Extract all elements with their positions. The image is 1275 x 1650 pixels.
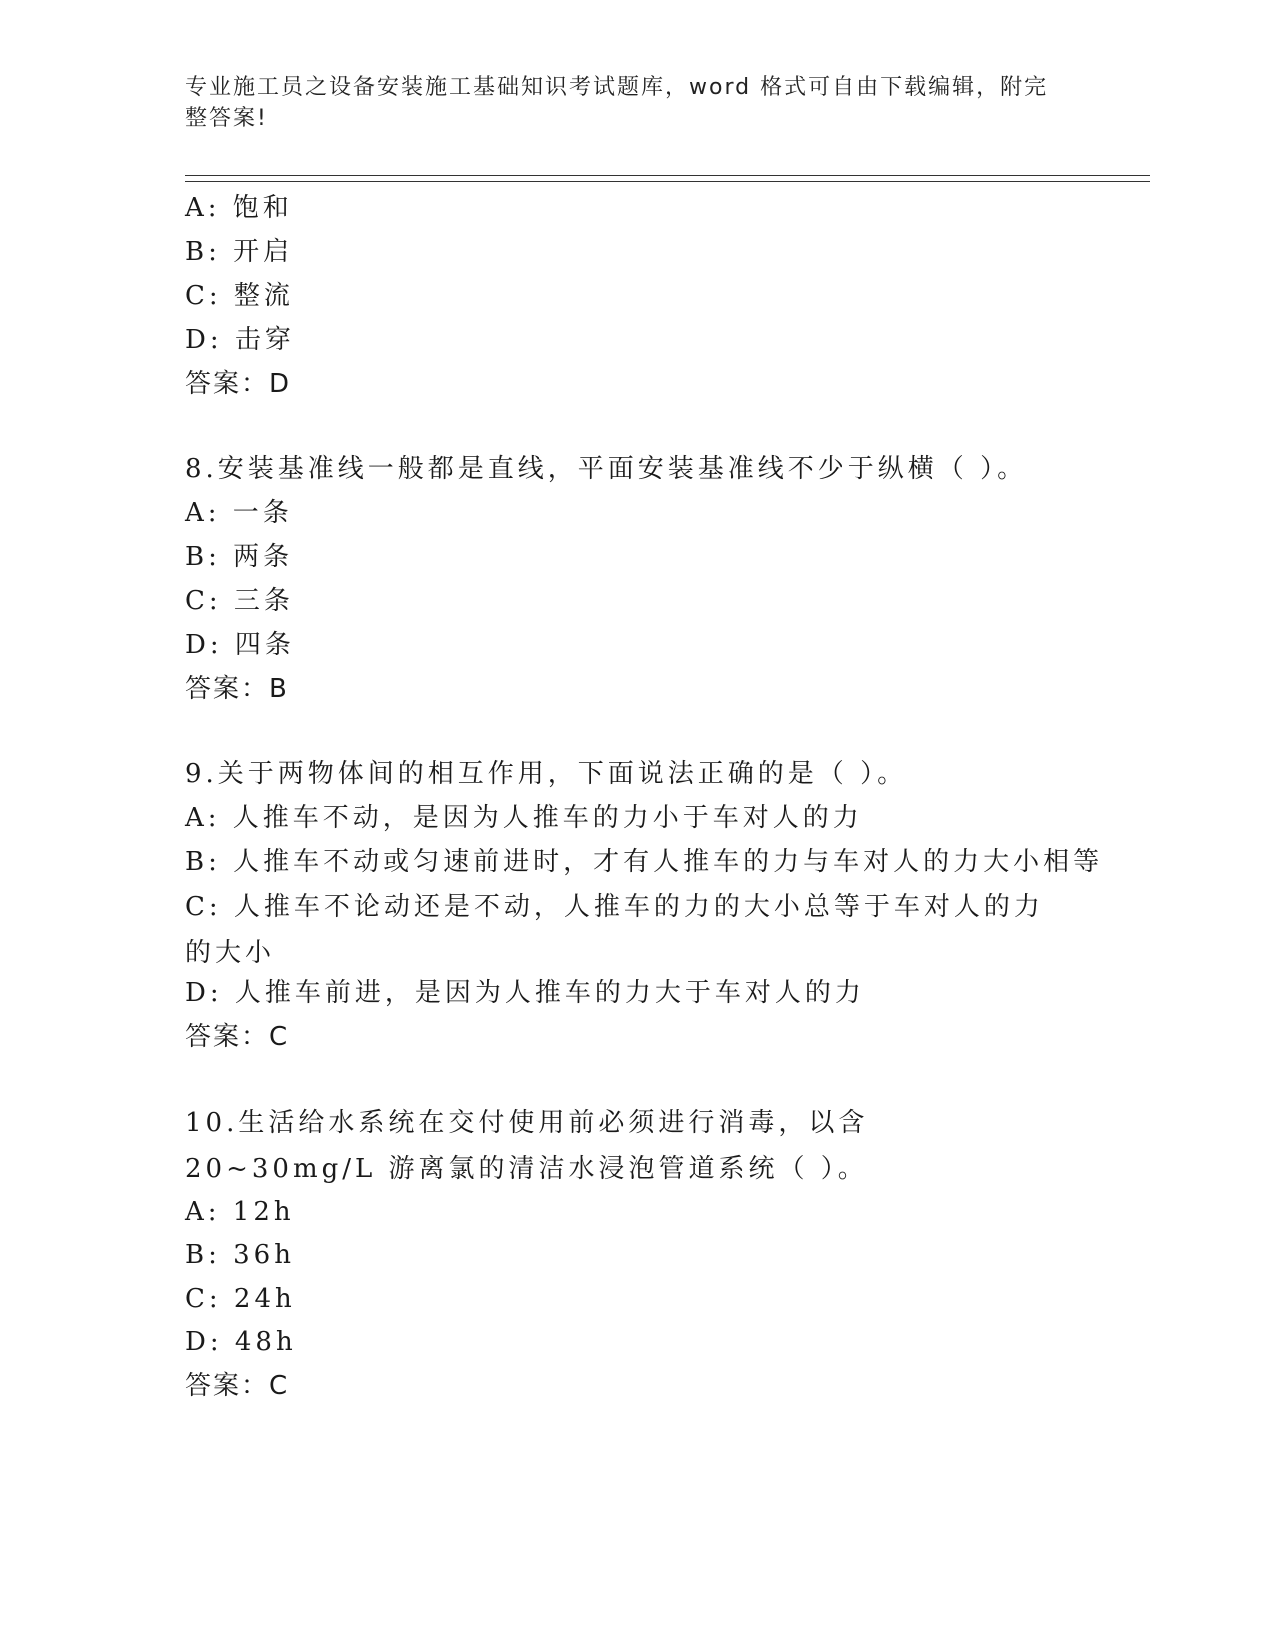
q7-answer: 答案：D bbox=[185, 369, 292, 399]
q8-option-c: C: 三条 bbox=[185, 586, 294, 616]
q7-option-b: B: 开启 bbox=[185, 237, 294, 267]
q10-option-a: A: 12h bbox=[185, 1197, 295, 1227]
q7-option-c: C: 整流 bbox=[185, 281, 294, 311]
document-header: 专业施工员之设备安装施工基础知识考试题库，word 格式可自由下载编辑，附完整答案! bbox=[185, 75, 1049, 131]
q10-answer: 答案：C bbox=[185, 1371, 290, 1401]
q9-answer: 答案：C bbox=[185, 1022, 290, 1052]
q7-option-a: A: 饱和 bbox=[185, 193, 293, 223]
q10-option-c: C: 24h bbox=[185, 1284, 296, 1314]
q9-option-d: D: 人推车前进，是因为人推车的力大于车对人的力 bbox=[185, 978, 865, 1008]
q7-option-d: D: 击穿 bbox=[185, 325, 295, 355]
q8-option-a: A: 一条 bbox=[185, 498, 293, 528]
q8-option-d: D: 四条 bbox=[185, 630, 295, 660]
header-divider-bottom bbox=[185, 181, 1150, 182]
q9-option-b: B: 人推车不动或匀速前进时，才有人推车的力与车对人的力大小相等 bbox=[185, 847, 1104, 877]
q9-option-c: C: 人推车不论动还是不动，人推车的力的大小总等于车对人的力的大小 bbox=[185, 892, 1044, 968]
q8-option-b: B: 两条 bbox=[185, 542, 294, 572]
q9-option-a: A: 人推车不动，是因为人推车的力小于车对人的力 bbox=[185, 803, 863, 833]
q8-answer: 答案：B bbox=[185, 674, 289, 704]
q10-option-d: D: 48h bbox=[185, 1327, 297, 1357]
q10-question: 10.生活给水系统在交付使用前必须进行消毒，以含 20~30mg/L 游离氯的清洁水浸泡管道系统（ ）。 bbox=[185, 1108, 869, 1184]
header-divider-top bbox=[185, 175, 1150, 176]
q10-option-b: B: 36h bbox=[185, 1240, 295, 1270]
q9-question: 9.关于两物体间的相互作用，下面说法正确的是（ ）。 bbox=[185, 759, 908, 789]
q8-question: 8.安装基准线一般都是直线，平面安装基准线不少于纵横（ ）。 bbox=[185, 454, 1028, 484]
